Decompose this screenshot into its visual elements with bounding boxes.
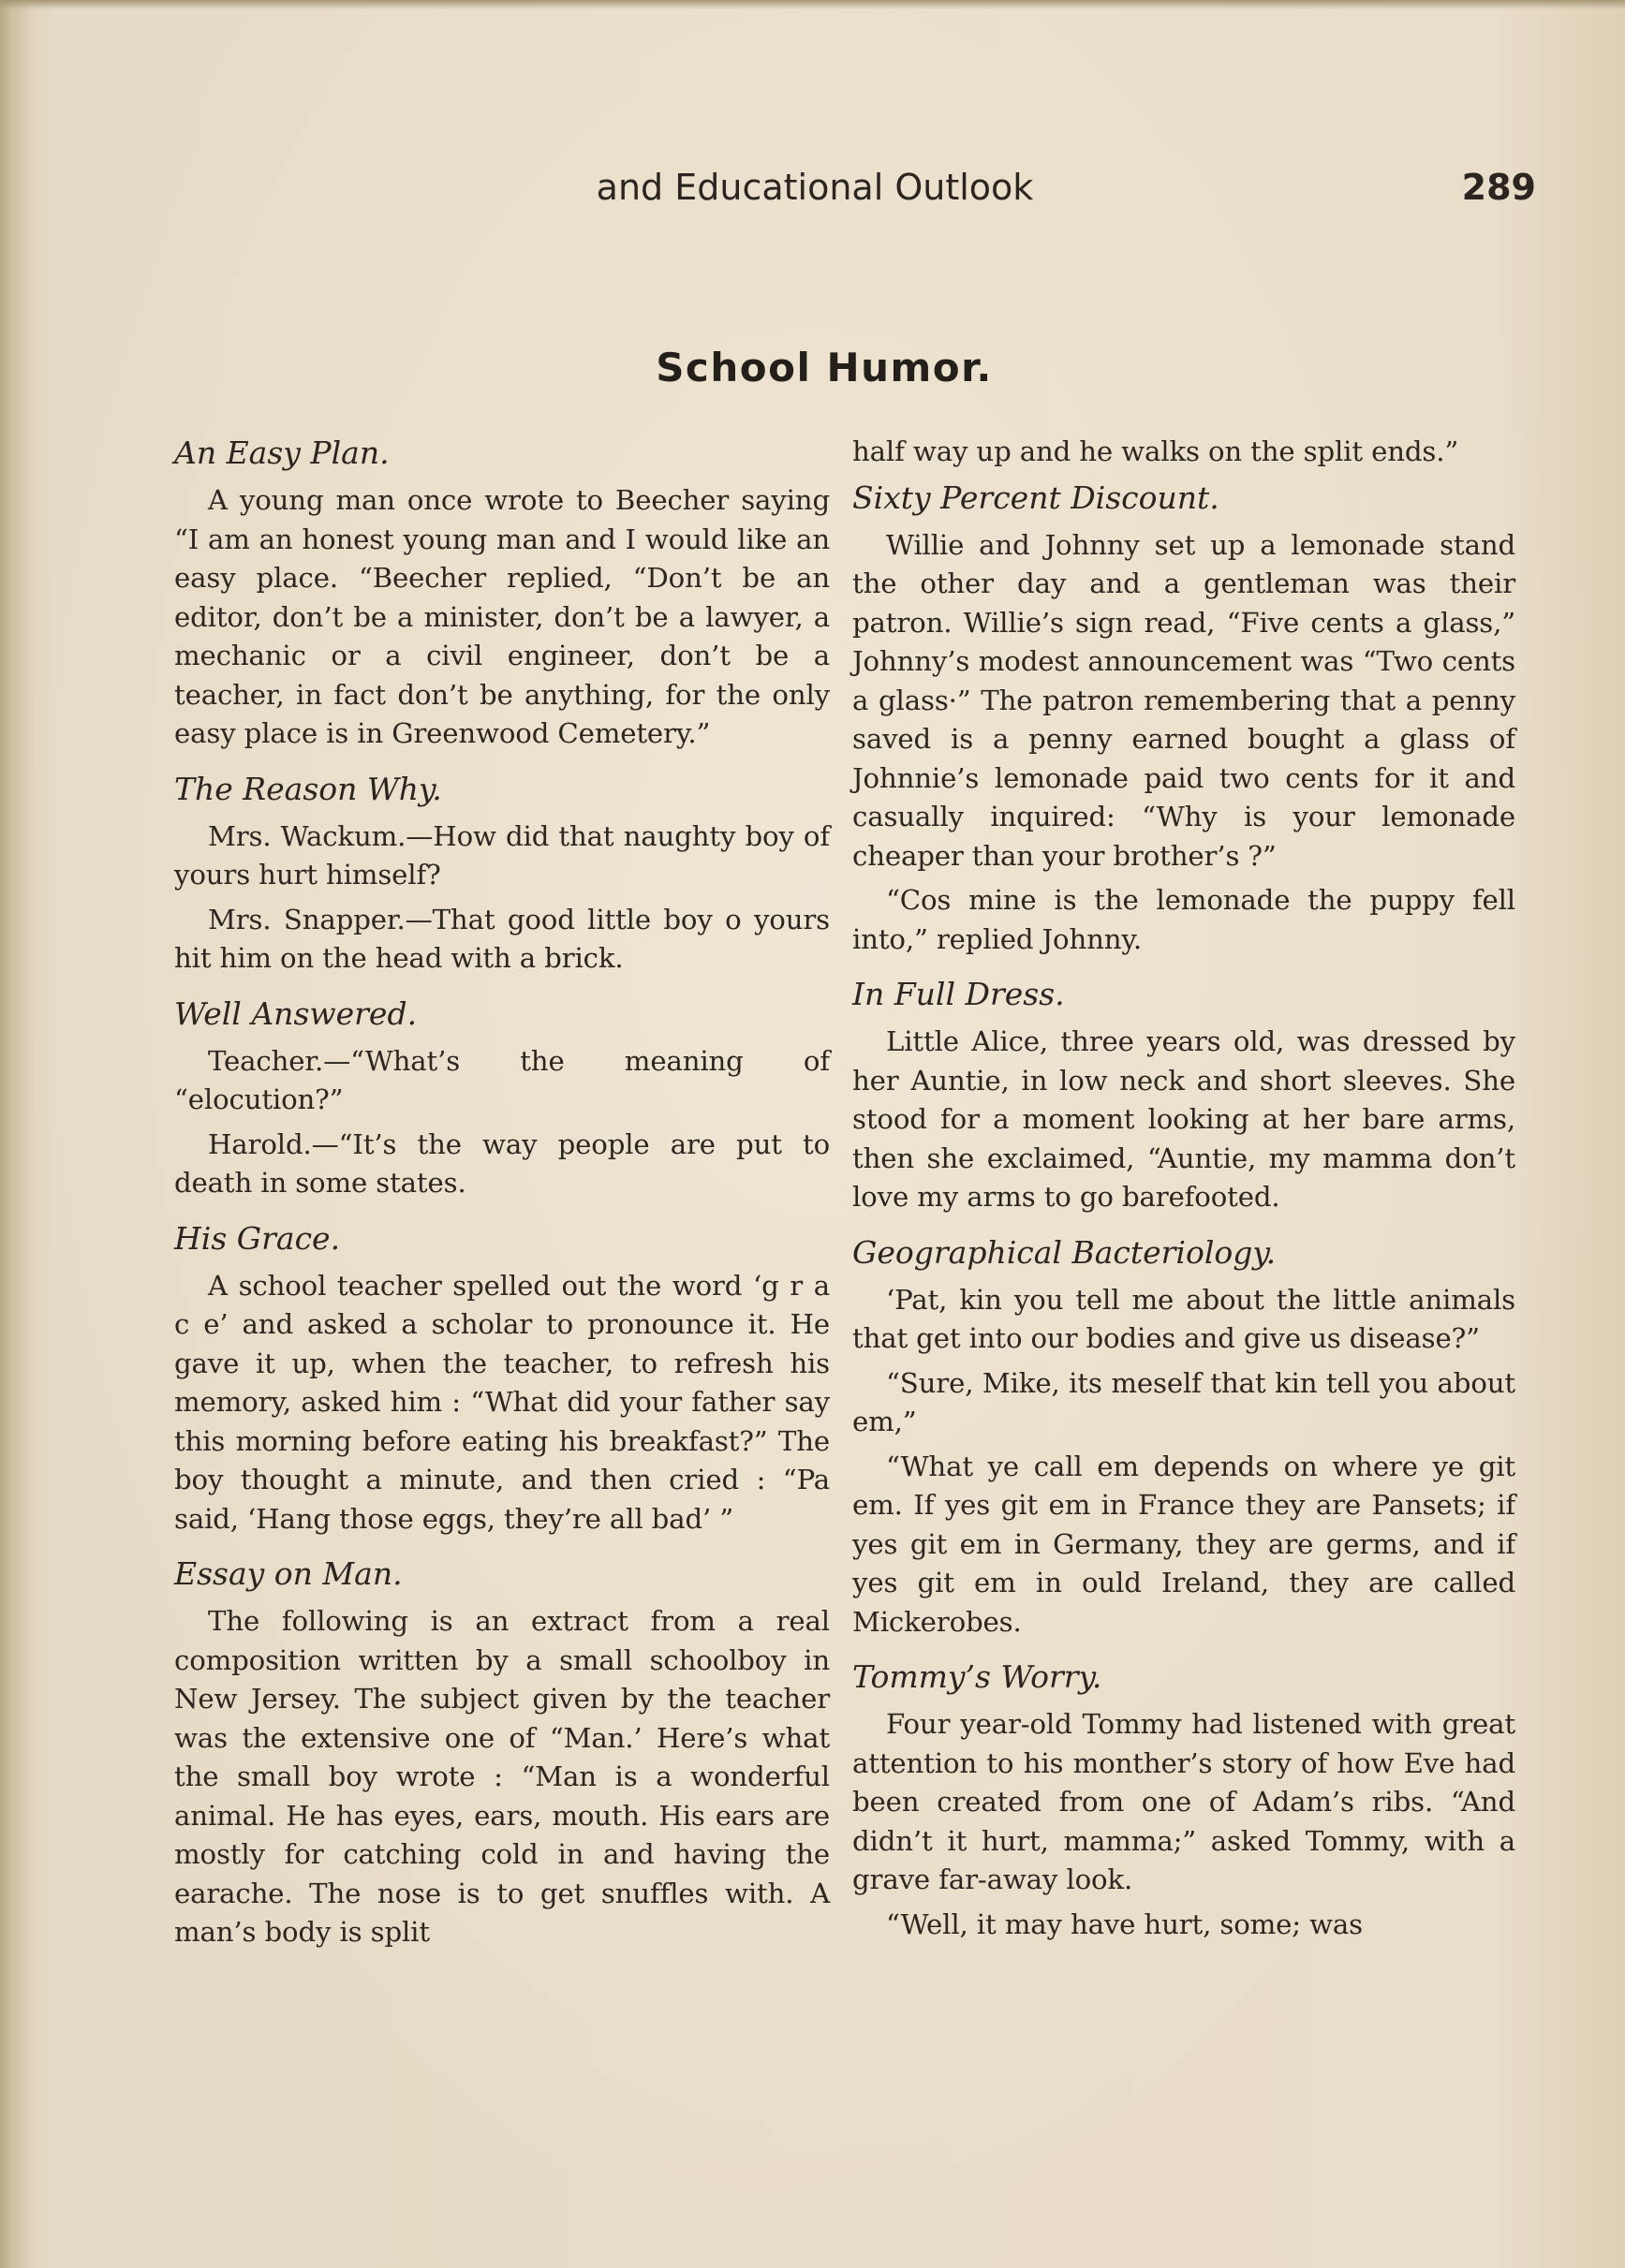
right-column (852, 433, 1515, 2043)
story-continuation: half way up and he walks on the split ends.” (852, 435, 1459, 467)
story-paragraph: “Cos mine is the lemonade the puppy fell into,” replied Johnny. (852, 884, 1515, 955)
story-paragraph: Little Alice, three years old, was dressed by her Auntie, in low neck and short sleeves. She stood for a moment looking at her bare arms, then she exclaimed, “Auntie, my mamma don’t love my arms to go barefooted. (852, 1025, 1515, 1213)
story-paragraph: A young man once wrote to Beecher saying “I am an honest young man and I would like an easy place. “Beecher replied, “Don’t be an editor, don’t be a minister, don’t be a lawyer, a mechanic or a civil engineer, don’t be a teacher, in fact don’t be anything, for the only easy place is in Greenwood Cemetery.” (174, 484, 830, 749)
story-title: The Reason Why. (174, 770, 442, 807)
page-top-edge (0, 0, 1625, 9)
story-title: In Full Dress. (852, 976, 1065, 1012)
story-title: Essay on Man. (174, 1555, 403, 1592)
running-head: and Educational Outlook (596, 167, 1034, 208)
page-binding-edge (0, 0, 32, 2268)
story-paragraph: “What ye call em depends on where ye git em. If yes git em in France they are Pansets; if yes git em in Germany, they are germs, and if yes git em in ould Ireland, they are called Mickerobes. (852, 1450, 1515, 1638)
story-title: An Easy Plan. (174, 434, 390, 471)
story-geographical-bacteriology (852, 1232, 1515, 1642)
story-paragraph: The following is an extract from a real composition written by a small schoolboy in New Jersey. The subject given by the teacher was the extensive one of “Man.’ Here’s what the small boy wrote : “Man is a wonderful animal. He has eyes, ears, mouth. His ears are mostly for catching cold in and having the earache. The nose is to get snuffles with. A man’s body is split (174, 1605, 830, 1948)
story-an-easy-plan (174, 433, 830, 754)
story-paragraph: “Sure, Mike, its meself that kin tell you about em,” (852, 1366, 1515, 1437)
story-paragraph: Harold.—“It’s the way people are put to death in some states. (174, 1127, 830, 1199)
story-tommys-worry (852, 1657, 1515, 1944)
story-in-full-dress (852, 974, 1515, 1217)
page-title: School Humor. (656, 345, 993, 390)
story-paragraph: Teacher.—“What’s the meaning of “elocution?” (174, 1044, 830, 1115)
story-title: Geographical Bacteriology. (852, 1233, 1277, 1271)
story-the-reason-why (174, 769, 830, 979)
story-title: Sixty Percent Discount. (852, 479, 1219, 516)
story-paragraph: Mrs. Snapper.—That good little boy o yours hit him on the head with a brick. (174, 903, 830, 974)
story-title: His Grace. (174, 1219, 341, 1257)
story-paragraph: A school teacher spelled out the word ‘g r a c e’ and asked a scholar to pronounce it. He gave it up, when the teacher, to refresh his memory, asked him : “What did your father say this morning before eating his breakfast?” The boy thought a minute, and then cried : “Pa said, ‘Hang those eggs, they’re all bad’ ” (174, 1269, 830, 1535)
page-number: 289 (1461, 167, 1536, 208)
story-paragraph: ‘Pat, kin you tell me about the little animals that get into our bodies and give us disease?” (852, 1283, 1515, 1354)
story-paragraph: Willie and Johnny set up a lemonade stand the other day and a gentleman was their patron. Willie’s sign read, “Five cents a glass,” Johnny’s modest announcement was “Two cents a glass·” The patron remembering that a penny saved is a penny earned bought a glass of Johnnie’s lemonade paid two cents for it and casually inquired: “Why is your lemonade cheaper than your brother’s ?” (852, 528, 1515, 872)
story-paragraph: Mrs. Wackum.—How did that naughty boy of yours hurt himself? (174, 819, 830, 891)
story-title: Well Answered. (174, 994, 418, 1032)
story-his-grace (174, 1218, 830, 1539)
left-column (174, 433, 830, 2043)
story-well-answered (174, 994, 830, 1203)
story-paragraph: Four year-old Tommy had listened with great attention to his monther’s story of how Eve had been created from one of Adam’s ribs. “And didn’t it hurt, mamma;” asked Tommy, with a grave far-away look. (852, 1708, 1515, 1895)
story-essay-on-man (174, 1554, 830, 1952)
story-paragraph: “Well, it may have hurt, some; was (886, 1907, 1363, 1940)
story-title: Tommy’s Worry. (852, 1658, 1102, 1695)
story-sixty-percent-discount (852, 478, 1515, 960)
